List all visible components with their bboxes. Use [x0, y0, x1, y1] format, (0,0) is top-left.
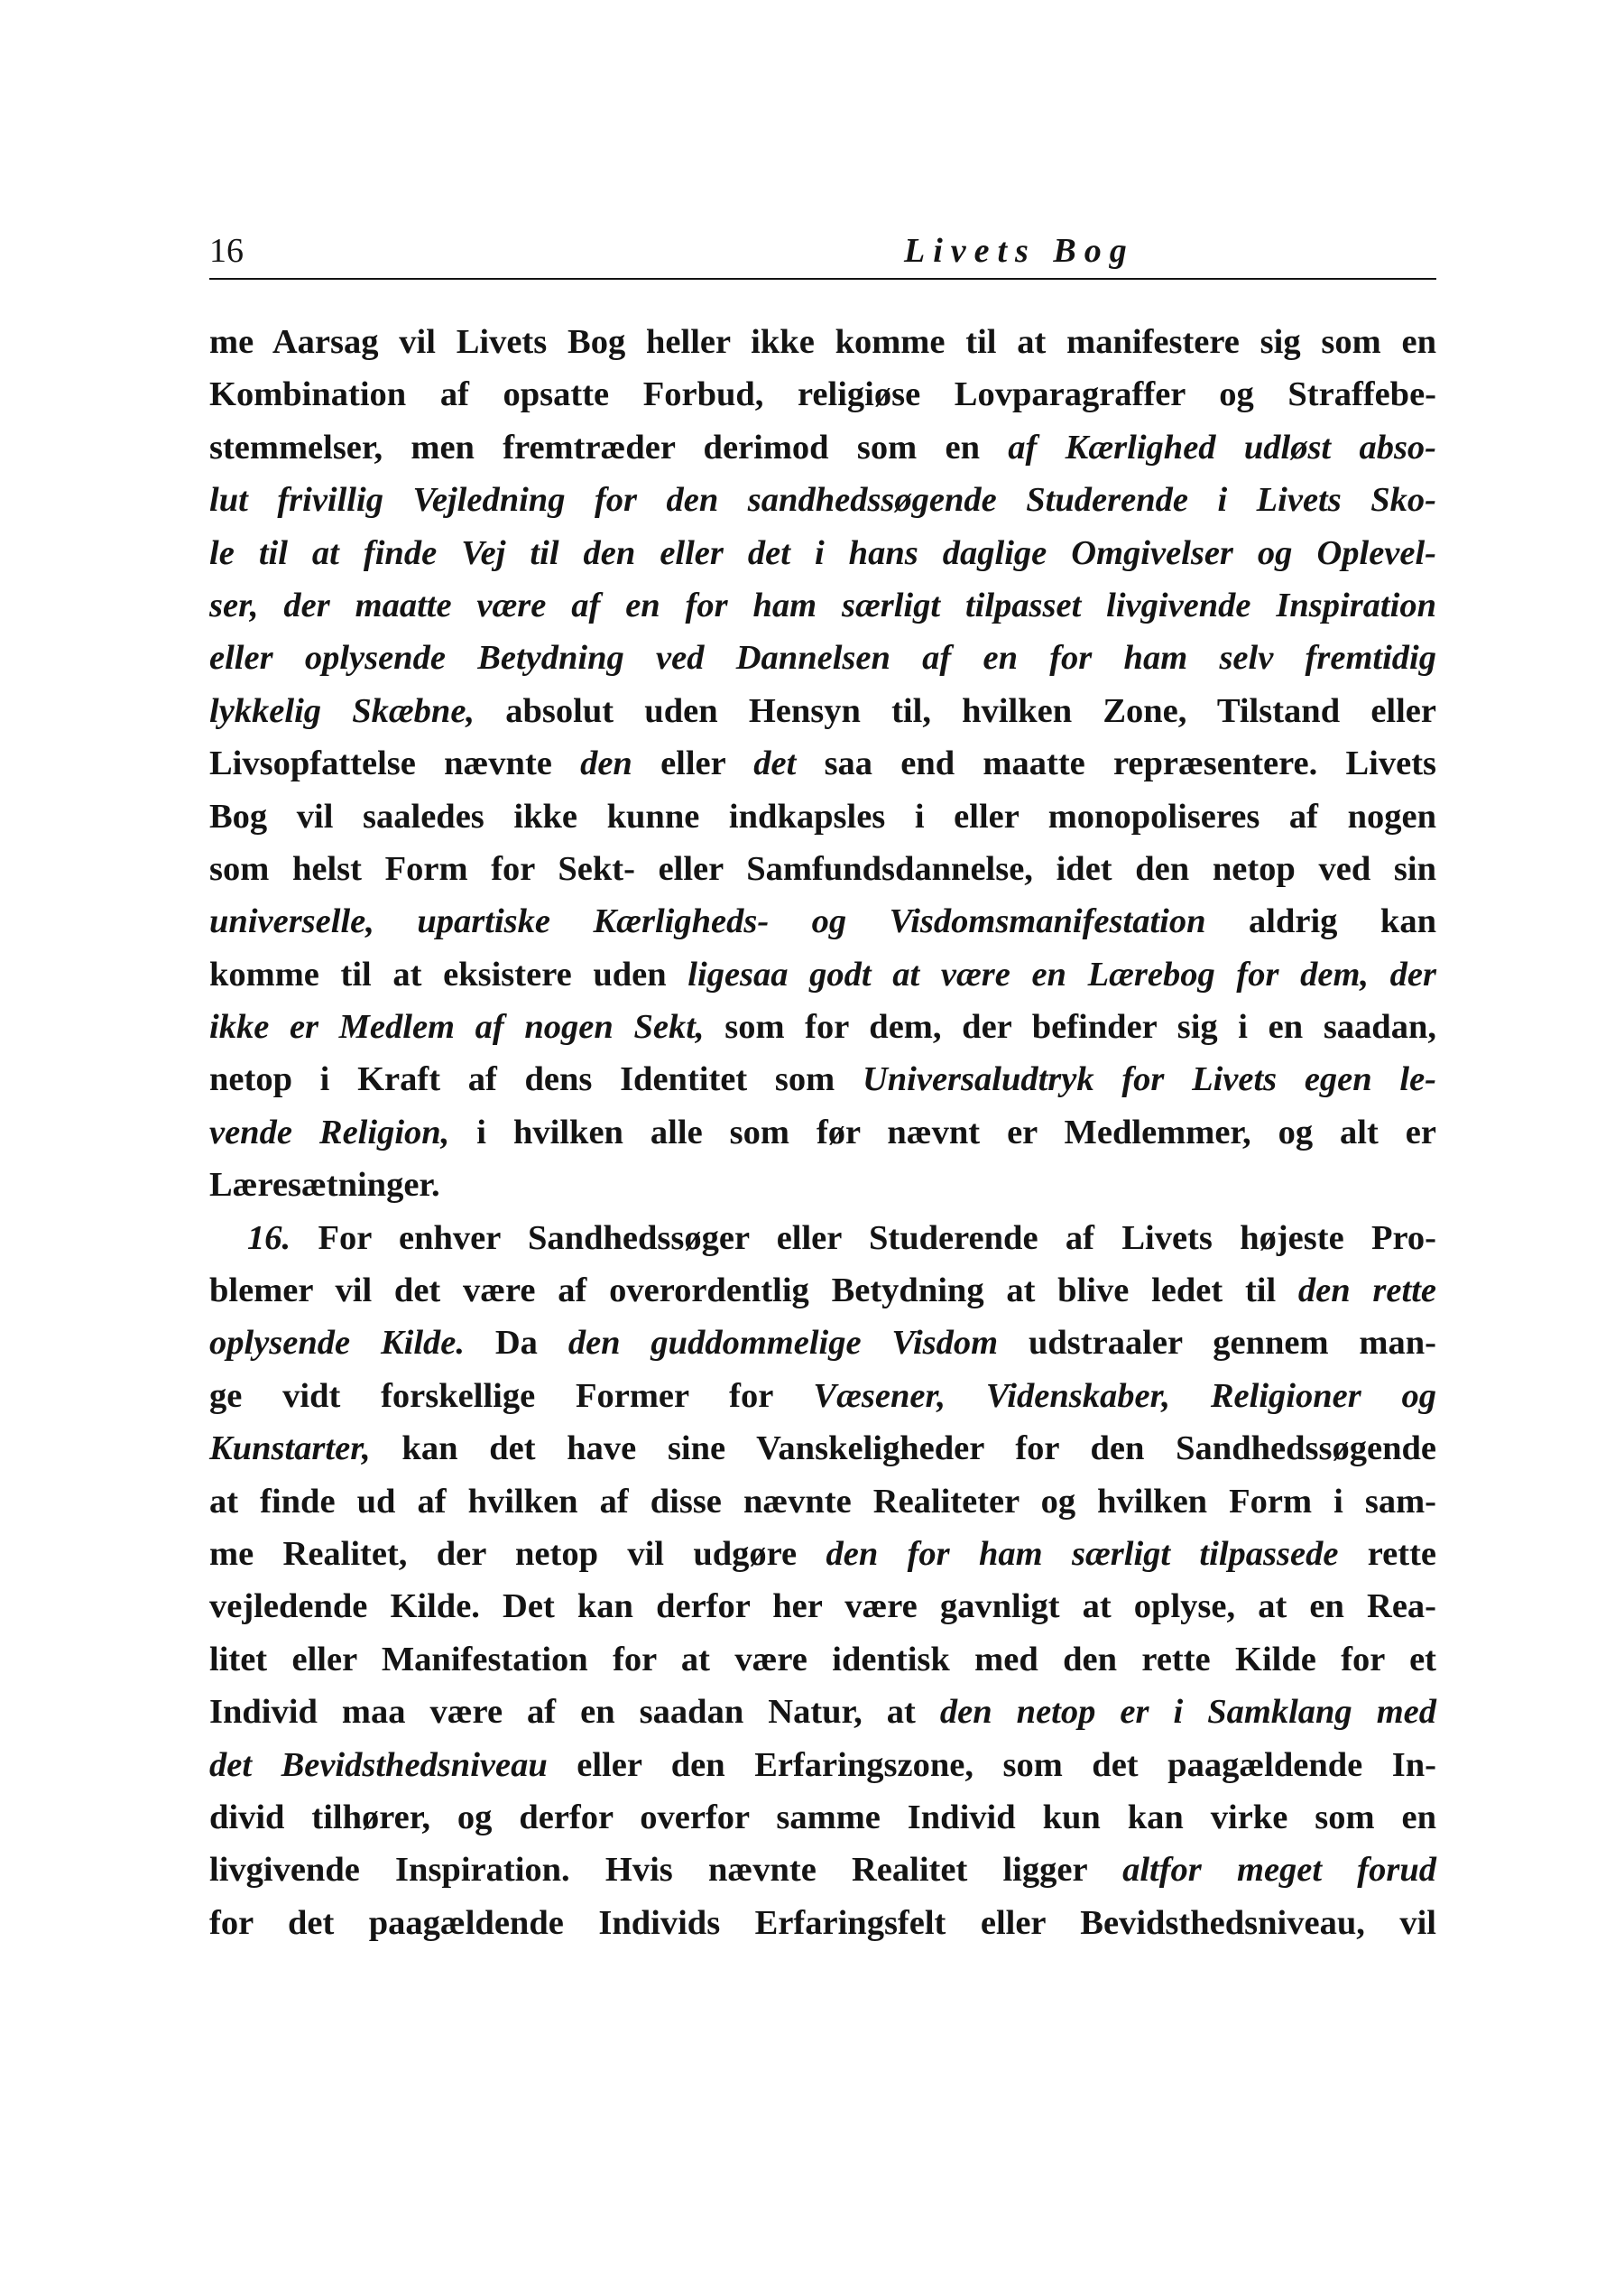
text-segment: i hvilken alle som før nævnt er Medlemmer, og alt er [449, 1113, 1436, 1151]
text-line [209, 1159, 1436, 1211]
body-text [209, 316, 1436, 1949]
text-line [209, 1212, 1436, 1264]
text-line [209, 1739, 1436, 1791]
text-line [209, 1686, 1436, 1738]
italic-text-segment: den guddommelige Visdom [567, 1324, 999, 1363]
page-header [209, 231, 1436, 285]
text-segment: kan det have sine Vanskeligheder for den Sandhedssøgende [370, 1429, 1436, 1468]
running-title: Livets Bog [904, 232, 1135, 270]
text-segment: me Aarsag vil Livets Bog heller ikke komme til at manifestere sig som en [209, 323, 1436, 361]
text-line [209, 632, 1436, 684]
text-line [209, 1475, 1436, 1528]
text-line [209, 895, 1436, 948]
text-segment: litet eller Manifestation for at være identisk med den rette Kilde for et [209, 1640, 1436, 1678]
text-line [209, 1844, 1436, 1896]
text-segment: aldrig kan [1205, 902, 1436, 941]
text-line [209, 1633, 1436, 1686]
text-segment: eller den Erfaringszone, som det paagældende In- [547, 1745, 1436, 1784]
text-line [209, 843, 1436, 895]
text-segment: stemmelser, men fremtræder derimod som en [209, 428, 1009, 467]
text-segment: komme til at eksistere uden [209, 955, 688, 994]
italic-text-segment: lut frivillig Vejledning for den sandhedssøgende Studerende i Livets Sko- [209, 481, 1436, 520]
italic-text-segment: lykkelig Skæbne, [209, 691, 475, 730]
italic-text-segment: oplysende Kilde. [209, 1324, 466, 1363]
text-line [209, 474, 1436, 526]
text-line [209, 1580, 1436, 1632]
text-line [209, 1528, 1436, 1580]
italic-text-segment: den [580, 744, 632, 783]
text-segment: eller [632, 744, 754, 783]
text-segment: netop i Kraft af dens Identitet som [209, 1060, 863, 1099]
italic-text-segment: Kunstarter, [209, 1429, 371, 1468]
text-line [209, 579, 1436, 632]
text-segment: saa end maatte repræsentere. Livets [796, 744, 1436, 783]
text-line [209, 791, 1436, 843]
text-segment: blemer vil det være af overordentlig Betydning at blive ledet til [209, 1271, 1298, 1310]
text-line [209, 527, 1436, 579]
text-line [209, 368, 1436, 421]
italic-text-segment: ligesaa godt at være en Lærebog for dem, der [687, 955, 1436, 994]
italic-text-segment: 16. [247, 1218, 291, 1257]
text-line [209, 1106, 1436, 1159]
text-segment: vejledende Kilde. Det kan derfor her være gavnligt at oplyse, at en Rea- [209, 1587, 1436, 1626]
text-line [209, 1053, 1436, 1105]
italic-text-segment: eller oplysende Betydning ved Dannelsen af en for ham selv fremtidig [209, 639, 1436, 678]
text-segment: som for dem, der befinder sig i en saadan, [704, 1008, 1437, 1047]
italic-text-segment: den for ham særligt tilpassede [826, 1534, 1339, 1573]
text-segment: ge vidt forskellige Former for [209, 1376, 814, 1415]
text-line [209, 737, 1436, 790]
text-segment: divid tilhører, og derfor overfor samme Individ kun kan virke som en [209, 1798, 1436, 1836]
text-segment: som helst Form for Sekt- eller Samfundsdannelse, idet den netop ved sin [209, 849, 1436, 888]
header-rule [209, 278, 1436, 280]
text-segment: rette [1338, 1534, 1436, 1573]
text-line [209, 1422, 1436, 1475]
text-segment: Bog vil saaledes ikke kunne indkapsles i eller monopoliseres af nogen [209, 797, 1436, 836]
text-segment: Læresætninger. [209, 1166, 440, 1205]
text-line [209, 1897, 1436, 1949]
italic-text-segment: universelle, upartiske Kærligheds- og Visdomsmanifestation [209, 902, 1206, 941]
text-segment: me Realitet, der netop vil udgøre [209, 1534, 826, 1573]
page-number: 16 [209, 232, 244, 270]
italic-text-segment: vende Religion, [209, 1113, 450, 1151]
italic-text-segment: ser, der maatte være af en for ham særligt tilpasset livgivende Inspiration [209, 586, 1436, 624]
text-segment: at finde ud af hvilken af disse nævnte Realiteter og hvilken Form i sam- [209, 1482, 1436, 1521]
text-line [209, 316, 1436, 368]
italic-text-segment: ikke er Medlem af nogen Sekt, [209, 1008, 705, 1047]
text-segment: Da [465, 1324, 568, 1363]
text-line [209, 1317, 1436, 1369]
text-segment: Individ maa være af en saadan Natur, at [209, 1693, 940, 1732]
text-line [209, 948, 1436, 1001]
italic-text-segment: Væsener, Videnskaber, Religioner og [813, 1376, 1436, 1415]
text-segment: livgivende Inspiration. Hvis nævnte Realitet ligger [209, 1851, 1123, 1890]
italic-text-segment: den netop er i Samklang med [939, 1693, 1436, 1732]
text-line [209, 1264, 1436, 1317]
italic-text-segment: den rette [1297, 1271, 1436, 1310]
text-line [209, 1001, 1436, 1053]
italic-text-segment: Universaludtryk for Livets egen le- [862, 1060, 1436, 1099]
text-segment: For enhver Sandhedssøger eller Studerende af Livets højeste Pro- [291, 1218, 1436, 1257]
text-segment: absolut uden Hensyn til, hvilken Zone, Tilstand eller [475, 691, 1436, 730]
text-line [209, 421, 1436, 474]
italic-text-segment: le til at finde Vej til den eller det i hans daglige Omgivelser og Oplevel- [209, 533, 1436, 572]
text-line [209, 1370, 1436, 1422]
italic-text-segment: det Bevidsthedsniveau [209, 1745, 548, 1784]
text-segment: Kombination af opsatte Forbud, religiøse Lovparagraffer og Straffebe- [209, 375, 1436, 414]
text-line [209, 685, 1436, 737]
text-line [209, 1791, 1436, 1844]
italic-text-segment: altfor meget forud [1122, 1851, 1436, 1890]
italic-text-segment: af Kærlighed udløst abso- [1008, 428, 1436, 467]
italic-text-segment: det [753, 744, 797, 783]
text-segment: udstraaler gennem man- [998, 1324, 1436, 1363]
text-segment: for det paagældende Individs Erfaringsfelt eller Bevidsthedsniveau, vil [209, 1903, 1436, 1942]
text-segment: Livsopfattelse nævnte [209, 744, 581, 783]
